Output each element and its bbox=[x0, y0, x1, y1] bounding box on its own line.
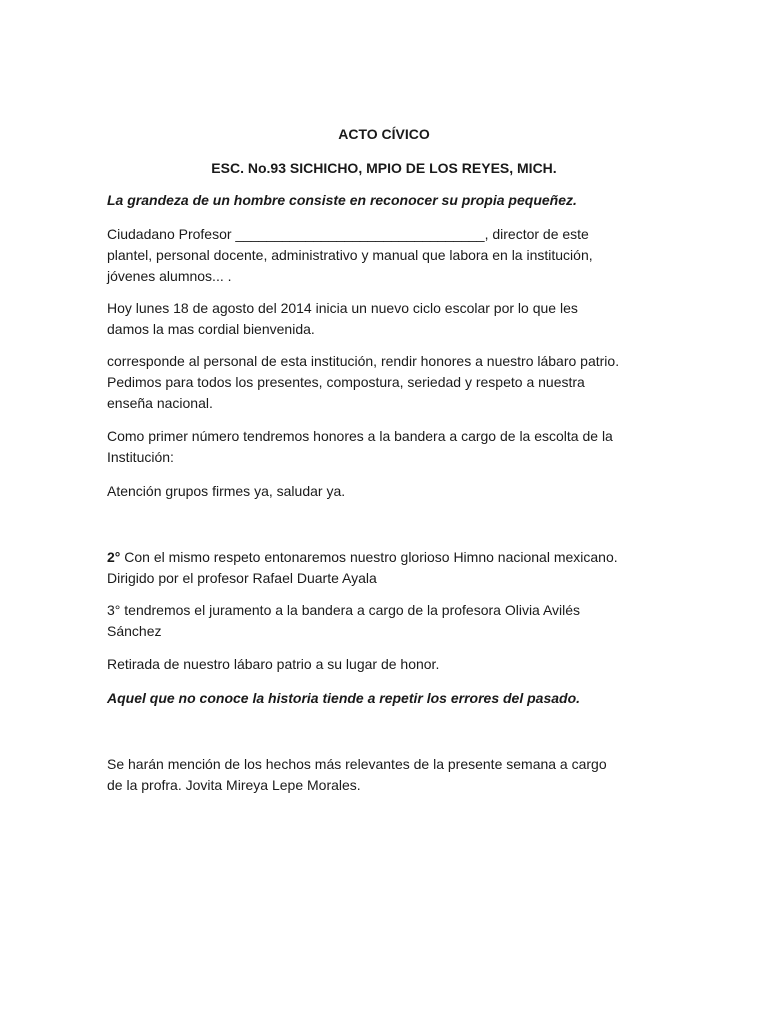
attention-paragraph: Atención grupos firmes ya, saludar ya. bbox=[107, 483, 346, 499]
second-number-text: Con el mismo respeto entonaremos nuestro glorioso Himno nacional mexicano. Dirigido por el profesor Rafael Duarte Ayala bbox=[107, 549, 618, 586]
second-number-marker: 2° bbox=[107, 549, 121, 565]
retirement-paragraph: Retirada de nuestro lábaro patrio a su lugar de honor. bbox=[107, 656, 440, 672]
first-number-paragraph: Como primer número tendremos honores a la bandera a cargo de la escolta de la Institución: bbox=[107, 428, 613, 465]
closing-quote: Aquel que no conoce la historia tiende a repetir los errores del pasado. bbox=[107, 690, 581, 706]
honors-paragraph: corresponde al personal de esta institución, rendir honores a nuestro lábaro patrio. Pedimos para todos los presentes, compostura, seriedad y respeto a nuestra enseña nacional. bbox=[107, 353, 620, 411]
welcome-paragraph: Hoy lunes 18 de agosto del 2014 inicia un nuevo ciclo escolar por lo que les damos la mas cordial bienvenida. bbox=[107, 300, 578, 337]
second-number-paragraph bbox=[107, 547, 667, 589]
opening-quote: La grandeza de un hombre consiste en reconocer su propia pequeñez. bbox=[107, 192, 577, 208]
third-number-paragraph: 3° tendremos el juramento a la bandera a cargo de la profesora Olivia Avilés Sánchez bbox=[107, 602, 581, 639]
document-title: ACTO CÍVICO bbox=[338, 126, 430, 142]
school-name: ESC. No.93 SICHICHO, MPIO DE LOS REYES, MICH. bbox=[211, 160, 557, 176]
relevant-facts-paragraph: Se harán mención de los hechos más relevantes de la presente semana a cargo de la profra. Jovita Mireya Lepe Morales. bbox=[107, 756, 607, 793]
greeting-paragraph: Ciudadano Profesor ________________________________, director de este plantel, personal docente, administrativo y manual que labora en la institución, jóvenes alumnos... . bbox=[107, 226, 593, 284]
